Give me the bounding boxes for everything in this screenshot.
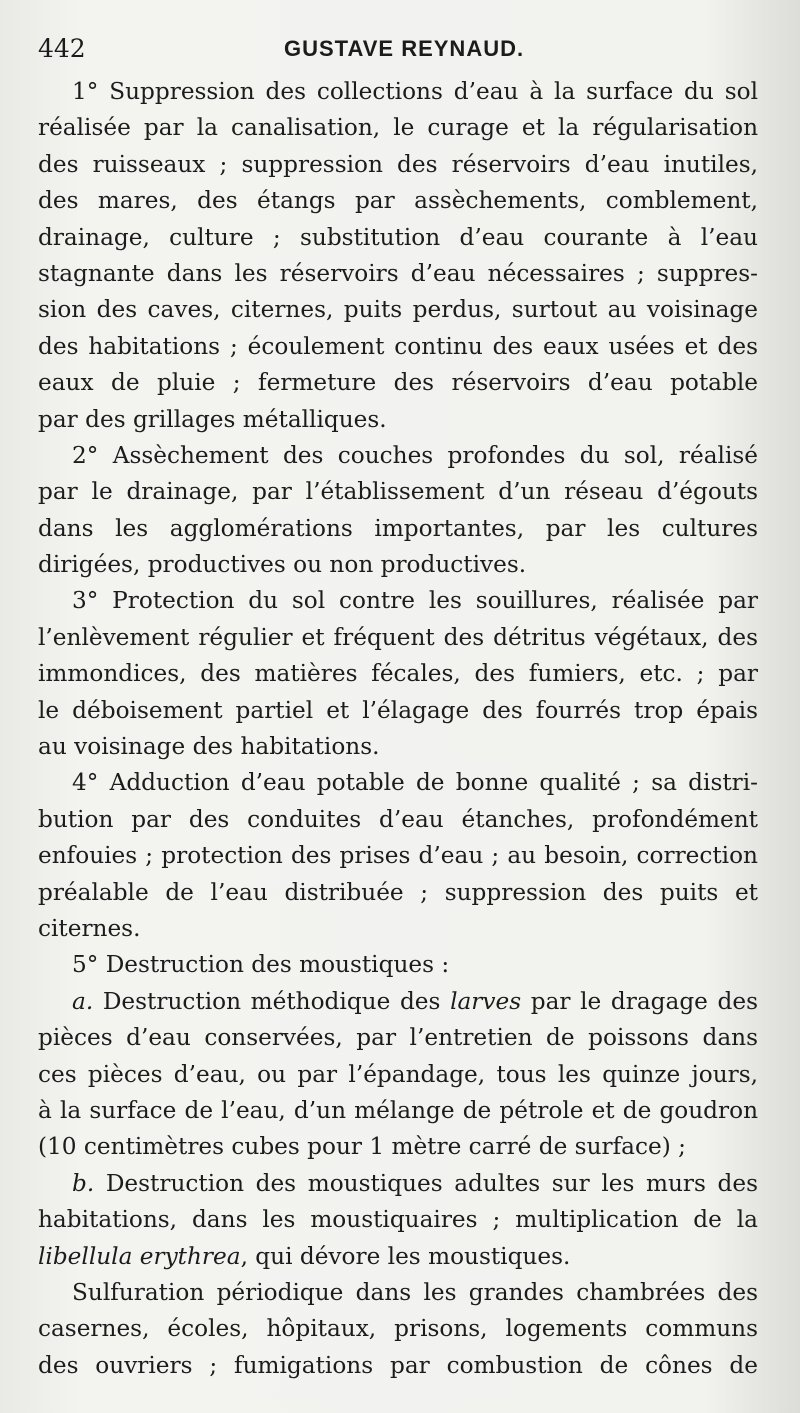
item-marker: b. — [72, 1169, 95, 1197]
text-line: drainage, culture ; substitution d’eau courante à l’eau — [38, 223, 758, 251]
text-line: l’enlèvement régulier et fréquent des détritus végétaux, des — [38, 623, 758, 651]
text-line: dirigées, productives ou non productives. — [38, 551, 527, 579]
italic-term: larves — [450, 987, 522, 1015]
text-line: à la surface de l’eau, d’un mélange de pétrole et de goudron — [38, 1096, 758, 1124]
text-segment: Destruction des moustiques adultes sur les murs des — [94, 1169, 758, 1197]
text-line: enfouies ; protection des prises d’eau ; au besoin, correction — [38, 842, 758, 870]
text-line: ces pièces d’eau, ou par l’épandage, tous les quinze jours, — [38, 1060, 758, 1088]
text-line: bution par des conduites d’eau étanches, profondément — [38, 805, 758, 833]
text-line: Sulfuration périodique dans les grandes chambrées des — [72, 1278, 758, 1306]
body-text — [38, 74, 758, 1384]
text-line: sion des caves, citernes, puits perdus, surtout au voisinage — [38, 296, 758, 324]
text-line: pièces d’eau conservées, par l’entretien de poissons dans — [38, 1024, 758, 1052]
text-line: des ouvriers ; fumigations par combustion de cônes de — [38, 1351, 758, 1379]
text-line-a — [38, 984, 758, 1020]
text-segment: Destruction méthodique des — [93, 987, 451, 1015]
text-line: habitations, dans les moustiquaires ; multiplication de la — [38, 1206, 758, 1234]
text-line: casernes, écoles, hôpitaux, prisons, logements communs — [38, 1315, 758, 1343]
text-line: préalable de l’eau distribuée ; suppression des puits et — [38, 878, 758, 906]
text-line — [38, 1239, 758, 1275]
text-line: 2° Assèchement des couches profondes du sol, réalisé — [72, 441, 758, 469]
text-line: immondices, des matières fécales, des fumiers, etc. ; par — [38, 660, 758, 688]
text-line: par le drainage, par l’établissement d’un réseau d’égouts — [38, 478, 758, 506]
text-line: (10 centimètres cubes pour 1 mètre carré de surface) ; — [38, 1133, 686, 1161]
text-line: au voisinage des habitations. — [38, 733, 380, 761]
text-line: 3° Protection du sol contre les souillures, réalisée par — [72, 587, 758, 615]
text-line: citernes. — [38, 914, 141, 942]
text-line: des ruisseaux ; suppression des réservoirs d’eau inutiles, — [38, 150, 758, 178]
text-line: 5° Destruction des moustiques : — [72, 951, 450, 979]
text-line: stagnante dans les réservoirs d’eau nécessaires ; suppres- — [38, 259, 758, 287]
running-head: GUSTAVE REYNAUD. — [284, 36, 525, 61]
page-header — [38, 30, 768, 66]
text-line: réalisée par la canalisation, le curage et la régularisation — [38, 114, 758, 142]
text-segment: par le dragage des — [521, 987, 758, 1015]
text-line: dans les agglomérations importantes, par les cultures — [38, 514, 758, 542]
page-number: 442 — [38, 34, 86, 63]
text-line: 4° Adduction d’eau potable de bonne qualité ; sa distri- — [72, 769, 758, 797]
text-line: des habitations ; écoulement continu des eaux usées et des — [38, 332, 758, 360]
text-line: eaux de pluie ; fermeture des réservoirs d’eau potable — [38, 369, 758, 397]
text-line-b — [38, 1166, 758, 1202]
text-segment: , qui dévore les moustiques. — [240, 1242, 571, 1270]
text-line: le déboisement partiel et l’élagage des fourrés trop épais — [38, 696, 758, 724]
text-line: des mares, des étangs par assèchements, comblement, — [38, 187, 758, 215]
text-line: 1° Suppression des collections d’eau à la surface du sol — [72, 78, 758, 105]
item-marker: a. — [72, 987, 94, 1015]
text-line: par des grillages métalliques. — [38, 405, 387, 433]
italic-term: libellula erythrea — [38, 1242, 241, 1270]
